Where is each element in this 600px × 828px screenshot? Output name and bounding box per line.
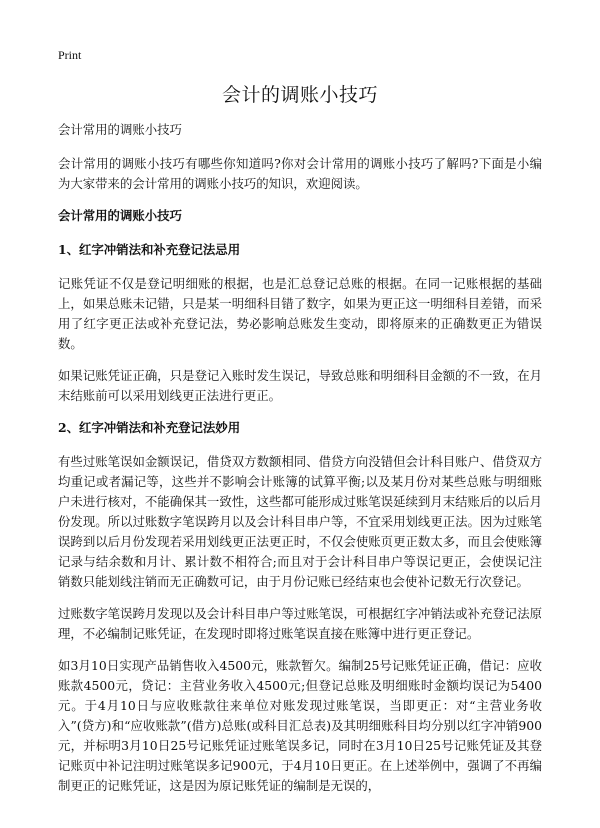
section1-heading: 1、红字冲销法和补充登记法忌用: [58, 242, 241, 257]
intro-paragraph: 会计常用的调账小技巧有哪些你知道吗?你对会计常用的调账小技巧了解吗?下面是小编为大家带来的会计常用的调账小技巧的知识，欢迎阅读。: [58, 156, 542, 191]
print-link[interactable]: Print: [58, 48, 82, 62]
section1-paragraph-1: 记账凭证不仅是登记明细账的根据，也是汇总登记总账的根据。在同一记账根据的基础上，如果总账未记错，只是某一明细科目错了数字，如果为更正这一明细科目差错，而采用了红字更正法或补充登记法，势必影响总账发生变动，即将原来的正确数更正为错误数。: [58, 276, 542, 351]
main-heading: 会计常用的调账小技巧: [58, 208, 182, 223]
section2-paragraph-3: 如3月10日实现产品销售收入4500元，账款暂欠。编制25号记账凭证正确，借记：应收账款4500元，贷记：主营业务收入4500元;但登记总账及明细账时金额均误记为5400元。于4月10日与应收账款往来单位对账发现过账笔误，当即更正：对“主营业务收入”(贷方)和“应收账款”(借方)总账(或科目汇总表)及其明细账科目均分别以红字冲销900元，并标明3月10日25号记账凭证过账笔误多记，同时在3月10日25号记账凭证及其登记账页中补记注明过账笔误多记900元，于4月10日更正。在上述举例中，强调了不再编制更正的记账凭证，这是因为原记账凭证的编制是无误的，: [58, 658, 542, 793]
article-subtitle: 会计常用的调账小技巧: [58, 122, 182, 137]
article-body: [58, 120, 542, 808]
section2-heading: 2、红字冲销法和补充登记法妙用: [58, 420, 241, 435]
section2-paragraph-1: 有些过账笔误如金额误记，借贷双方数额相同、借贷方向没错但会计科目账户、借贷双方均重记或者漏记等，这些并不影响会计账簿的试算平衡;以及某月份对某些总账与明细账户未进行核对，不能确保其一致性，这些都可能形成过账笔误延续到月末结账后的以后月份发现。所以过账数字笔误跨月以及会计科目串户等，不宜采用划线更正法。因为过账笔误跨到以后月份发现若采用划线更正法更正时，不仅会使账页更正数太多，而且会使账簿记录与结余数和月计、累计数不相符合;而且对于会计科目串户等误记更正，会使误记注销数只能划线注销而无正确数可记，由于月份记账已经结束也会使补记数无行次登记。: [58, 454, 542, 589]
page-title: 会计的调账小技巧: [221, 84, 378, 106]
section1-paragraph-2: 如果记账凭证正确，只是登记入账时发生误记，导致总账和明细科目金额的不一致，在月末结账前可以采用划线更正法进行更正。: [58, 368, 542, 403]
section2-paragraph-2: 过账数字笔误跨月发现以及会计科目串户等过账笔误，可根据红字冲销法或补充登记法原理，不必编制记账凭证，在发现时即将过账笔误直接在账簿中进行更正登记。: [58, 606, 542, 641]
